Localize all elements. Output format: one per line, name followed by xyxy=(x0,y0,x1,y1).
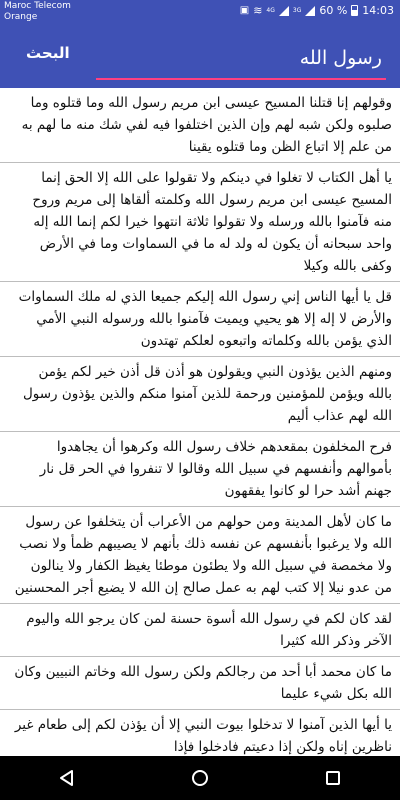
battery-icon xyxy=(351,5,358,16)
network-type-1: 4G xyxy=(266,7,275,14)
status-bar xyxy=(0,0,400,24)
search-input[interactable] xyxy=(96,40,386,80)
list-item[interactable]: فرح المخلفون بمقعدهم خلاف رسول الله وكرهوا أن يجاهدوا بأموالهم وأنفسهم في سبيل الله وقالوا لا تنفروا في الحر قل نار جهنم أشد حرا لو كانوا يفقهون xyxy=(0,432,400,507)
recents-icon xyxy=(326,771,340,785)
app-bar xyxy=(0,24,400,88)
carrier-name: Maroc Telecom xyxy=(4,1,71,11)
notification-icon: ▣ xyxy=(239,5,250,16)
list-item[interactable]: يا أهل الكتاب لا تغلوا في دينكم ولا تقولوا على الله إلا الحق إنما المسيح عيسى ابن مريم رسول الله وكلمته ألقاها إلى مريم وروح منه فآمنوا بالله ورسله ولا تقولوا ثلاثة انتهوا خيرا لكم إنما الله إله واحد سبحانه أن يكون له ولد له ما في السماوات وما في الأرض وكفى بالله وكيلا xyxy=(0,163,400,282)
home-button[interactable] xyxy=(180,758,220,798)
status-indicators xyxy=(240,4,394,17)
navigation-bar xyxy=(0,756,400,800)
search-button[interactable]: البحث xyxy=(26,44,70,62)
signal-icon xyxy=(279,6,289,16)
list-item[interactable]: قل يا أيها الناس إني رسول الله إليكم جميعا الذي له ملك السماوات والأرض لا إله إلا هو يحيي ويميت فآمنوا بالله ورسوله النبي الأمي الذي يؤمن بالله وكلماته واتبعوه لعلكم تهتدون xyxy=(0,282,400,357)
wifi-icon: ≋ xyxy=(253,4,263,17)
back-icon xyxy=(58,769,76,787)
list-item[interactable]: ما كان لأهل المدينة ومن حولهم من الأعراب أن يتخلفوا عن رسول الله ولا يرغبوا بأنفسهم عن نفسه ذلك بأنهم لا يصيبهم ظمأ ولا نصب ولا مخمصة في سبيل الله ولا يطئون موطئا يغيظ الكفار ولا ينالون من عدو نيلا إلا كتب لهم به عمل صالح إن الله لا يضيع أجر المحسنين xyxy=(0,507,400,604)
list-item[interactable]: وقولهم إنا قتلنا المسيح عيسى ابن مريم رسول الله وما قتلوه وما صلبوه ولكن شبه لهم وإن الذين اختلفوا فيه لفي شك منه ما لهم به من علم إلا اتباع الظن وما قتلوه يقينا xyxy=(0,88,400,163)
back-button[interactable] xyxy=(47,758,87,798)
home-icon xyxy=(192,770,208,786)
list-item[interactable]: يا أيها الذين آمنوا لا تدخلوا بيوت النبي إلا أن يؤذن لكم إلى طعام غير ناظرين إناه ولكن إذا دعيتم فادخلوا فإذا xyxy=(0,710,400,756)
network-type-2: 3G xyxy=(292,7,302,14)
clock: 14:03 xyxy=(362,4,394,17)
list-item[interactable]: ومنهم الذين يؤذون النبي ويقولون هو أذن قل أذن خير لكم يؤمن بالله ويؤمن للمؤمنين ورحمة للذين آمنوا منكم والذين يؤذون رسول الله لهم عذاب أليم xyxy=(0,357,400,432)
results-list[interactable] xyxy=(0,88,400,756)
list-item[interactable]: لقد كان لكم في رسول الله أسوة حسنة لمن كان يرجو الله واليوم الآخر وذكر الله كثيرا xyxy=(0,604,400,657)
signal-icon-2 xyxy=(305,6,315,16)
battery-text: 60 % xyxy=(319,4,348,17)
carrier-info xyxy=(4,1,71,23)
carrier-secondary: Orange xyxy=(4,12,38,22)
list-item[interactable]: ما كان محمد أبا أحد من رجالكم ولكن رسول الله وخاتم النبيين وكان الله بكل شيء عليما xyxy=(0,657,400,710)
recents-button[interactable] xyxy=(313,758,353,798)
